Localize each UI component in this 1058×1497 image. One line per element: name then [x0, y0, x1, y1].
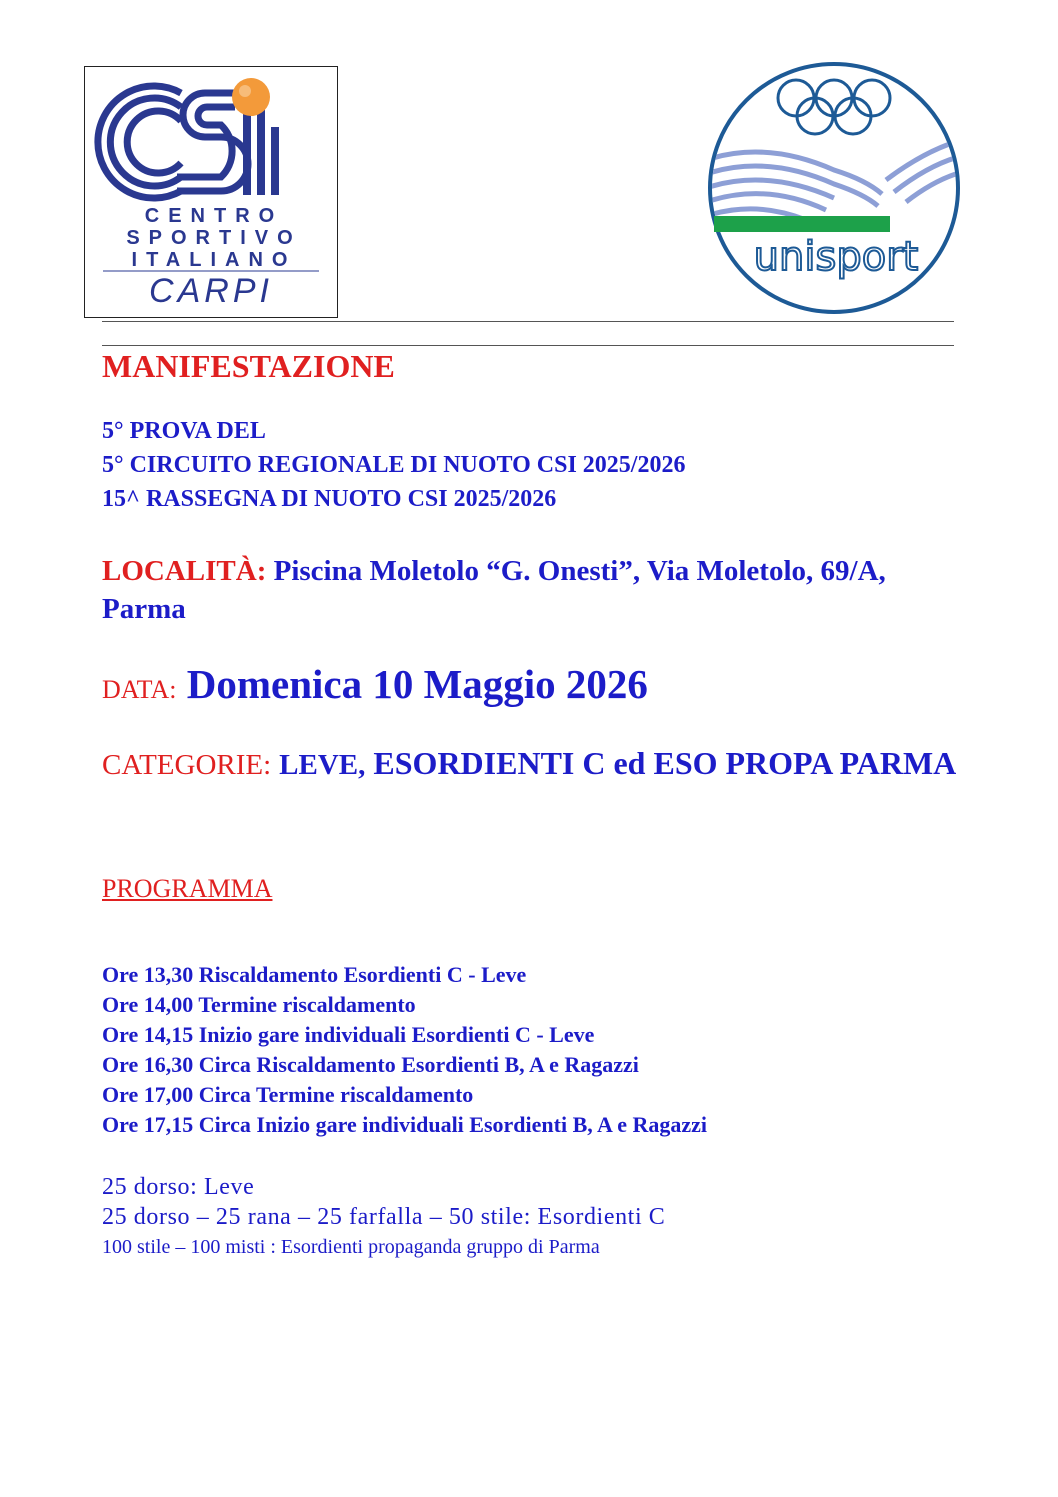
csi-line-3: ITALIANO — [131, 249, 297, 271]
schedule-item: Ore 17,00 Circa Termine riscaldamento — [102, 1082, 474, 1107]
schedule-item: Ore 14,15 Inizio gare individuali Esordienti C - Leve — [102, 1022, 595, 1047]
categories-label: CATEGORIE: — [102, 749, 272, 781]
schedule-item: Ore 17,15 Circa Inizio gare individuali Esordienti B, A e Ragazzi — [102, 1112, 708, 1137]
csi-city: CARPI — [149, 272, 273, 310]
csi-carpi-logo — [84, 66, 338, 318]
unisport-logo — [706, 60, 962, 314]
location — [102, 552, 962, 628]
header-divider-1 — [102, 321, 954, 322]
race-item: 25 dorso – 25 rana – 25 farfalla – 50 stile: Esordienti C — [102, 1204, 666, 1230]
prova-line-2: 5° CIRCUITO REGIONALE DI NUOTO CSI 2025/2026 — [102, 452, 686, 478]
location-label: LOCALITÀ: — [102, 555, 267, 587]
schedule-item: Ore 13,30 Riscaldamento Esordienti C - Leve — [102, 962, 527, 987]
categories — [102, 744, 962, 785]
race-item: 100 stile – 100 misti : Esordienti propaganda gruppo di Parma — [102, 1236, 600, 1258]
unisport-name: unisport — [753, 234, 919, 280]
csi-line-2: SPORTIVO — [126, 227, 302, 249]
categories-value-a: LEVE, — [279, 749, 366, 781]
races-list — [102, 1172, 665, 1262]
date-value: Domenica 10 Maggio 2026 — [186, 661, 648, 707]
race-item: 25 dorso: Leve — [102, 1174, 255, 1200]
page-title: MANIFESTAZIONE — [102, 348, 395, 384]
program-heading: PROGRAMMA — [102, 874, 273, 903]
unisport-emblem-icon — [706, 60, 962, 314]
prova-line-3: 15^ RASSEGNA DI NUOTO CSI 2025/2026 — [102, 486, 557, 512]
schedule-list — [102, 960, 707, 1140]
event-date — [102, 660, 648, 708]
schedule-item: Ore 16,30 Circa Riscaldamento Esordienti B, A e Ragazzi — [102, 1052, 639, 1077]
location-value: Piscina Moletolo “G. Onesti”, Via Moletolo, 69/A, Parma — [102, 555, 886, 625]
csi-line-1: CENTRO — [144, 205, 284, 227]
schedule-item: Ore 14,00 Termine riscaldamento — [102, 992, 416, 1017]
categories-value-b: ESORDIENTI C ed ESO PROPA PARMA — [373, 745, 957, 781]
prova-line-1: 5° PROVA DEL — [102, 418, 266, 444]
header-divider-2 — [102, 345, 954, 346]
date-label: DATA: — [102, 675, 177, 704]
